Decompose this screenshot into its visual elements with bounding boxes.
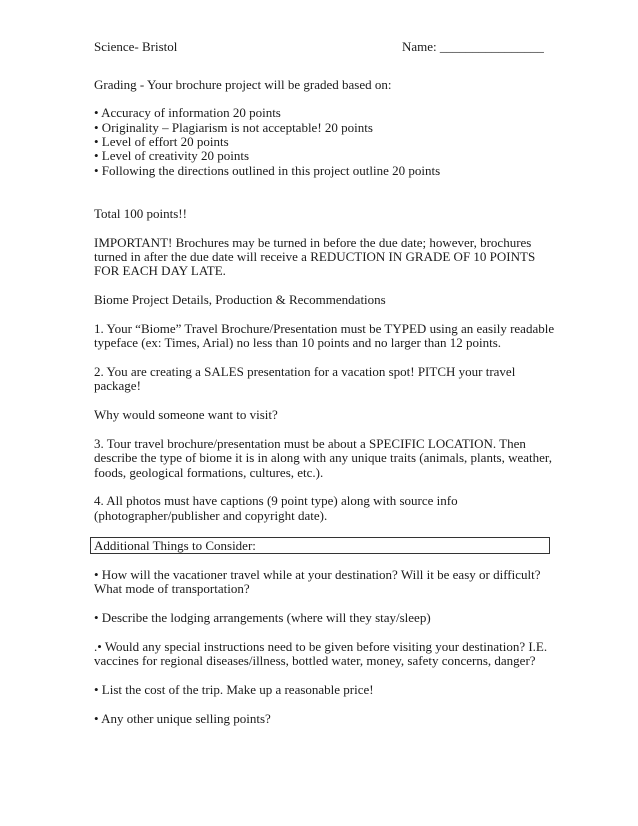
consider-item-line: What mode of transportation? <box>94 581 250 596</box>
why-visit: Why would someone want to visit? <box>94 407 278 422</box>
point-4-line: (photographer/publisher and copyright date). <box>94 508 328 523</box>
consider-heading-box <box>90 537 550 554</box>
point-3-line: 3. Tour travel brochure/presentation must be about a SPECIFIC LOCATION. Then <box>94 436 526 451</box>
consider-heading: Additional Things to Consider: <box>94 538 256 553</box>
point-2-line: package! <box>94 378 141 393</box>
point-1-line: 1. Your “Biome” Travel Brochure/Presentation must be TYPED using an easily readable <box>94 321 555 336</box>
consider-item: • List the cost of the trip. Make up a reasonable price! <box>94 682 374 697</box>
point-1-line: typeface (ex: Times, Arial) no less than 10 points and no larger than 12 points. <box>94 335 502 350</box>
name-field-label: Name: ________________ <box>402 39 544 54</box>
consider-item-line: • How will the vacationer travel while at your destination? Will it be easy or difficult? <box>94 567 541 582</box>
important-line: turned in after the due date will receive a REDUCTION IN GRADE OF 10 POINTS <box>94 249 536 264</box>
grading-item: • Accuracy of information 20 points <box>94 105 281 120</box>
grading-item: • Following the directions outlined in this project outline 20 points <box>94 163 441 178</box>
point-2-line: 2. You are creating a SALES presentation for a vacation spot! PITCH your travel <box>94 364 516 379</box>
grading-intro: Grading - Your brochure project will be graded based on: <box>94 77 392 92</box>
point-3-line: foods, geological formations, cultures, etc.). <box>94 465 324 480</box>
grading-item: • Level of effort 20 points <box>94 134 229 149</box>
grading-item: • Originality – Plagiarism is not acceptable! 20 points <box>94 120 373 135</box>
consider-item: • Any other unique selling points? <box>94 711 271 726</box>
consider-item-line: .• Would any special instructions need to be given before visiting your destination? I.E. <box>94 639 548 654</box>
important-line: IMPORTANT! Brochures may be turned in before the due date; however, brochures <box>94 235 532 250</box>
course-header: Science- Bristol <box>94 39 178 54</box>
point-4-line: 4. All photos must have captions (9 point type) along with source info <box>94 493 458 508</box>
important-line: FOR EACH DAY LATE. <box>94 263 226 278</box>
point-3-line: describe the type of biome it is in along with any unique traits (animals, plants, weather, <box>94 450 552 465</box>
total-points: Total 100 points!! <box>94 206 187 221</box>
details-title: Biome Project Details, Production & Recommendations <box>94 292 386 307</box>
grading-item: • Level of creativity 20 points <box>94 148 250 163</box>
consider-item-line: vaccines for regional diseases/illness, bottled water, money, safety concerns, danger? <box>94 653 536 668</box>
consider-item: • Describe the lodging arrangements (where will they stay/sleep) <box>94 610 431 625</box>
